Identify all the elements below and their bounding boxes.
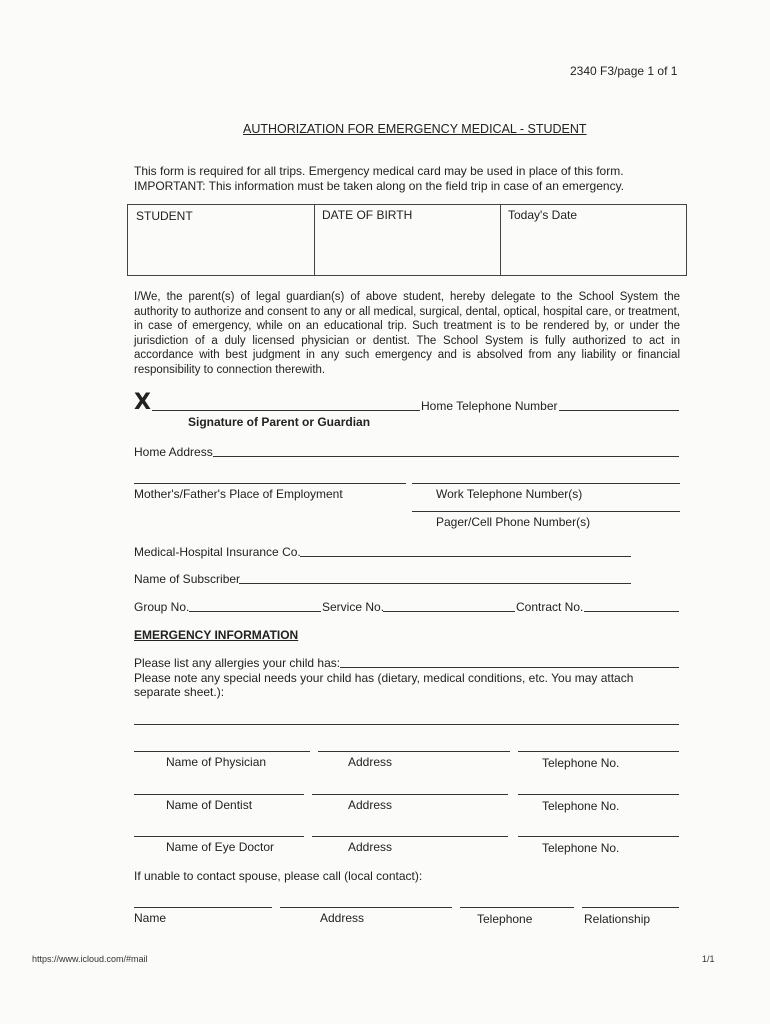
- student-header: STUDENT: [136, 209, 193, 223]
- table-divider: [314, 205, 315, 275]
- contract-label: Contract No.: [516, 600, 584, 614]
- service-field[interactable]: [383, 611, 515, 612]
- contact-relationship-label: Relationship: [584, 912, 651, 926]
- date-of-birth-header: DATE OF BIRTH: [322, 208, 413, 222]
- dentist-phone-field[interactable]: [518, 794, 679, 795]
- eye-doctor-phone-label: Telephone No.: [542, 841, 620, 855]
- signature-mark: X: [134, 390, 151, 415]
- dentist-label: Name of Dentist: [166, 798, 253, 812]
- contact-address-field[interactable]: [280, 907, 452, 908]
- insurance-label: Medical-Hospital Insurance Co.: [134, 545, 301, 559]
- special-needs-line-2: separate sheet.):: [134, 685, 225, 699]
- service-label: Service No.: [322, 600, 385, 614]
- allergies-label: Please list any allergies your child has:: [134, 656, 341, 670]
- todays-date-field[interactable]: [504, 225, 682, 271]
- group-label: Group No.: [134, 600, 190, 614]
- physician-label: Name of Physician: [166, 755, 267, 769]
- contract-field[interactable]: [584, 611, 679, 612]
- work-phone-label: Work Telephone Number(s): [436, 487, 583, 501]
- student-field[interactable]: [132, 225, 310, 271]
- subscriber-label: Name of Subscriber: [134, 572, 241, 586]
- footer-url: https://www.icloud.com/#mail: [32, 954, 148, 964]
- pager-field[interactable]: [412, 511, 680, 512]
- physician-phone-label: Telephone No.: [542, 756, 620, 770]
- allergies-field[interactable]: [340, 667, 679, 668]
- dentist-address-field[interactable]: [312, 794, 508, 795]
- emergency-heading: EMERGENCY INFORMATION: [134, 628, 299, 642]
- eye-doctor-address-field[interactable]: [312, 836, 508, 837]
- page-reference: 2340 F3/page 1 of 1: [570, 64, 678, 78]
- eye-doctor-label: Name of Eye Doctor: [166, 840, 275, 854]
- intro-line-1: This form is required for all trips. Emergency medical card may be used in place of this form.: [134, 164, 624, 178]
- dentist-phone-label: Telephone No.: [542, 799, 620, 813]
- table-divider: [500, 205, 501, 275]
- eye-doctor-name-field[interactable]: [134, 836, 304, 837]
- eye-doctor-phone-field[interactable]: [518, 836, 679, 837]
- work-phone-field[interactable]: [412, 483, 680, 484]
- local-contact-label: If unable to contact spouse, please call (local contact):: [134, 869, 423, 883]
- home-address-label: Home Address: [134, 445, 213, 459]
- special-needs-line-1: Please note any special needs your child has (dietary, medical conditions, etc. You may attach: [134, 671, 634, 685]
- contact-relationship-field[interactable]: [582, 907, 679, 908]
- pager-label: Pager/Cell Phone Number(s): [436, 515, 591, 529]
- contact-address-label: Address: [320, 911, 365, 925]
- subscriber-field[interactable]: [239, 583, 631, 584]
- home-address-field[interactable]: [213, 456, 679, 457]
- contact-phone-field[interactable]: [460, 907, 574, 908]
- student-info-table: [127, 204, 687, 276]
- form-title: AUTHORIZATION FOR EMERGENCY MEDICAL - STUDENT: [243, 122, 587, 136]
- group-field[interactable]: [189, 611, 321, 612]
- contact-phone-label: Telephone: [477, 912, 533, 926]
- todays-date-header: Today's Date: [508, 208, 577, 222]
- contact-name-label: Name: [134, 911, 167, 925]
- physician-phone-field[interactable]: [518, 751, 679, 752]
- intro-line-2: IMPORTANT: This information must be taken along on the field trip in case of an emergency.: [134, 179, 625, 193]
- signature-label: Signature of Parent or Guardian: [188, 415, 371, 429]
- physician-address-field[interactable]: [318, 751, 510, 752]
- contact-name-field[interactable]: [134, 907, 272, 908]
- home-phone-field[interactable]: [559, 410, 679, 411]
- employment-label: Mother's/Father's Place of Employment: [134, 487, 343, 501]
- dentist-address-label: Address: [348, 798, 393, 812]
- physician-address-label: Address: [348, 755, 393, 769]
- employment-field[interactable]: [134, 483, 406, 484]
- physician-name-field[interactable]: [134, 751, 310, 752]
- dentist-name-field[interactable]: [134, 794, 304, 795]
- date-of-birth-field[interactable]: [318, 225, 496, 271]
- special-needs-field[interactable]: [134, 724, 679, 725]
- consent-paragraph: I/We, the parent(s) of legal guardian(s) of above student, hereby delegate to the School System the authority to authorize and consent to any or all medical, surgical, dental, optical, hospital care, or treatment, in case of emergency, while on an educational trip. Such treatment is to be rendered by, or under the jurisdiction of a duly licensed physician or dentist. The School System is fully authorized to act in accordance with best judgment in any such emergency and is absolved from any liability or financial responsibility to connection therewith.: [134, 291, 680, 376]
- home-phone-label: Home Telephone Number: [421, 399, 558, 413]
- eye-doctor-address-label: Address: [348, 840, 393, 854]
- footer-page-number: 1/1: [702, 954, 715, 964]
- insurance-field[interactable]: [300, 556, 631, 557]
- signature-field[interactable]: [152, 410, 420, 411]
